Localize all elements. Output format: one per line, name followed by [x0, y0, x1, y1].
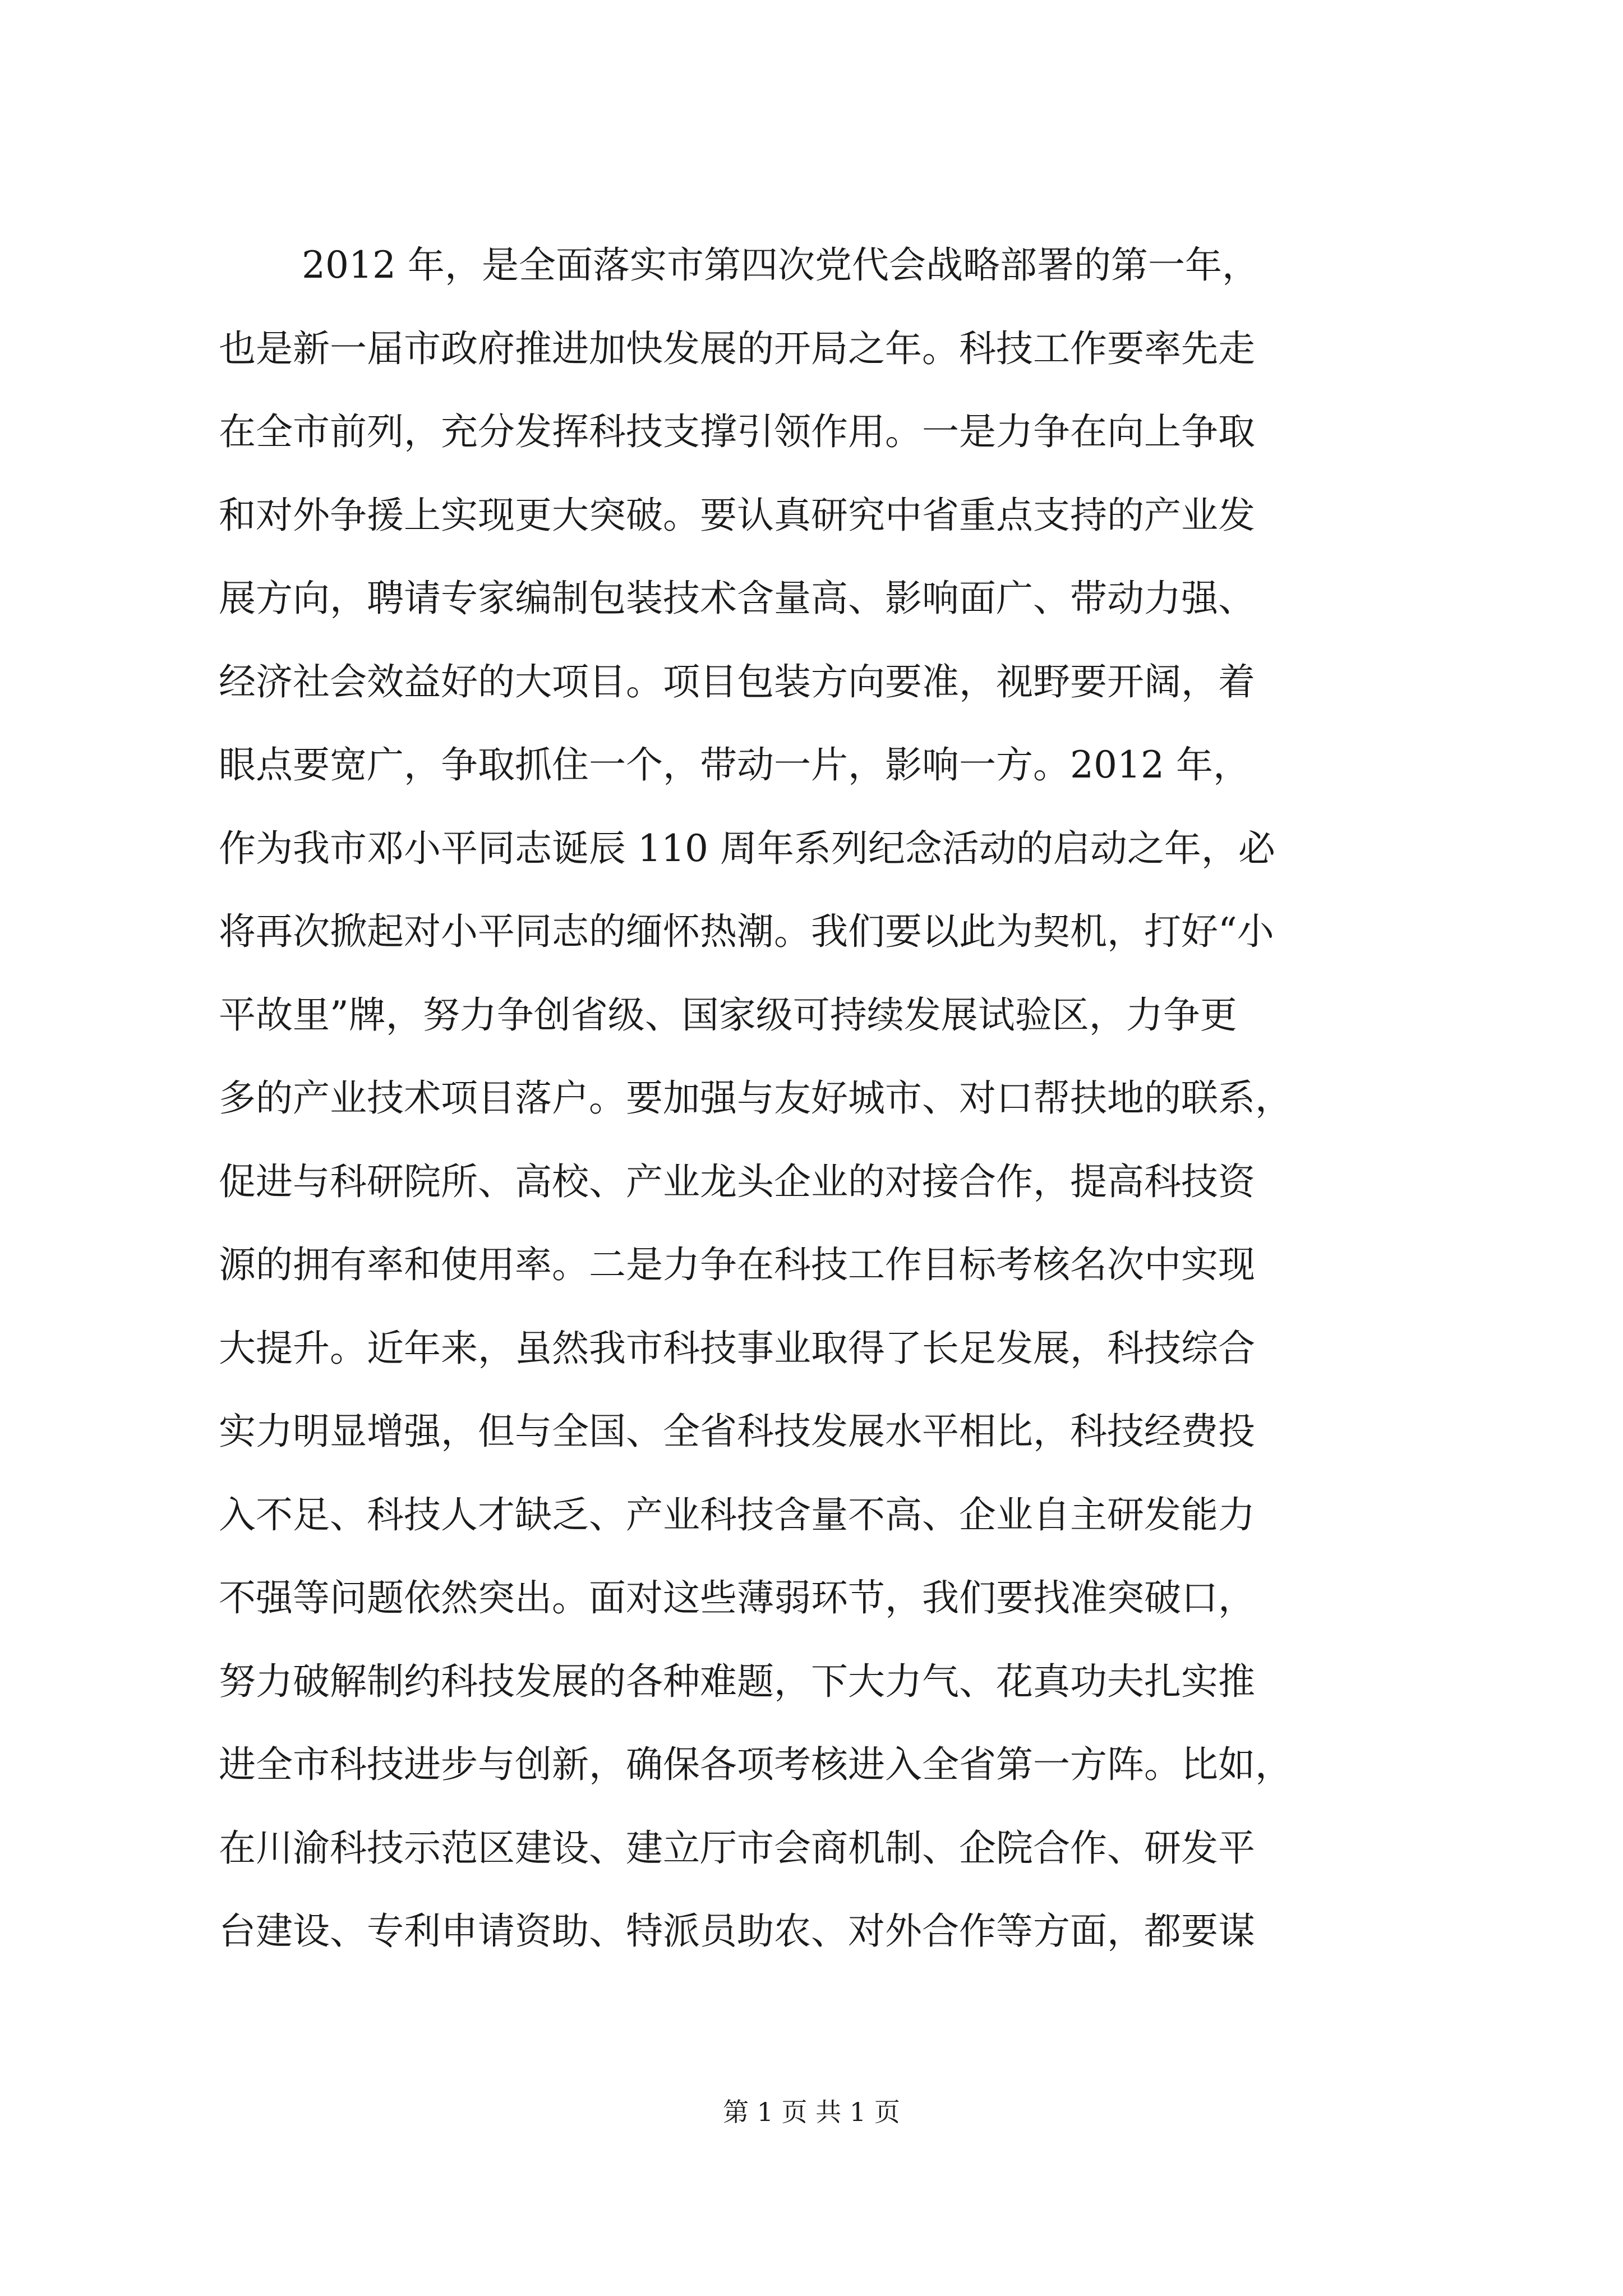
text-line: 入不足、科技人才缺乏、产业科技含量不高、企业自主研发能力	[219, 1493, 1255, 1536]
text-line: 作为我市邓小平同志诞辰 110 周年系列纪念活动的启动之年，必	[219, 826, 1275, 870]
text-line: 眼点要宽广，争取抓住一个，带动一片，影响一方。2012 年，	[219, 743, 1250, 786]
text-line: 努力破解制约科技发展的各种难题，下大力气、花真功夫扎实推	[219, 1659, 1255, 1703]
text-line: 将再次掀起对小平同志的缅怀热潮。我们要以此为契机，打好“小	[219, 910, 1274, 953]
text-line: 展方向，聘请专家编制包装技术含量高、影响面广、带动力强、	[219, 577, 1255, 620]
text-line: 不强等问题依然突出。面对这些薄弱环节，我们要找准突破口，	[219, 1576, 1255, 1619]
text-line: 在川渝科技示范区建设、建立厅市会商机制、企院合作、研发平	[219, 1826, 1255, 1870]
text-line: 台建设、专利申请资助、特派员助农、对外合作等方面，都要谋	[219, 1910, 1255, 1953]
text-line: 进全市科技进步与创新，确保各项考核进入全省第一方阵。比如，	[219, 1743, 1292, 1786]
text-line: 促进与科研院所、高校、产业龙头企业的对接合作，提高科技资	[219, 1159, 1255, 1203]
text-line: 2012 年，是全面落实市第四次党代会战略部署的第一年，	[302, 243, 1259, 287]
text-line: 也是新一届市政府推进加快发展的开局之年。科技工作要率先走	[219, 326, 1255, 370]
text-line: 多的产业技术项目落户。要加强与友好城市、对口帮扶地的联系，	[219, 1076, 1292, 1120]
text-line: 平故里”牌，努力争创省级、国家级可持续发展试验区，力争更	[219, 993, 1237, 1037]
text-line: 经济社会效益好的大项目。项目包装方向要准，视野要开阔，着	[219, 660, 1255, 703]
text-line: 实力明显增强，但与全国、全省科技发展水平相比，科技经费投	[219, 1410, 1255, 1453]
text-line: 大提升。近年来，虽然我市科技事业取得了长足发展，科技综合	[219, 1326, 1255, 1370]
text-line: 在全市前列，充分发挥科技支撑引领作用。一是力争在向上争取	[219, 410, 1255, 453]
page-number-footer: 第 1 页 共 1 页	[723, 2097, 900, 2127]
text-line: 源的拥有率和使用率。二是力争在科技工作目标考核名次中实现	[219, 1243, 1255, 1286]
text-line: 和对外争援上实现更大突破。要认真研究中省重点支持的产业发	[219, 493, 1255, 537]
